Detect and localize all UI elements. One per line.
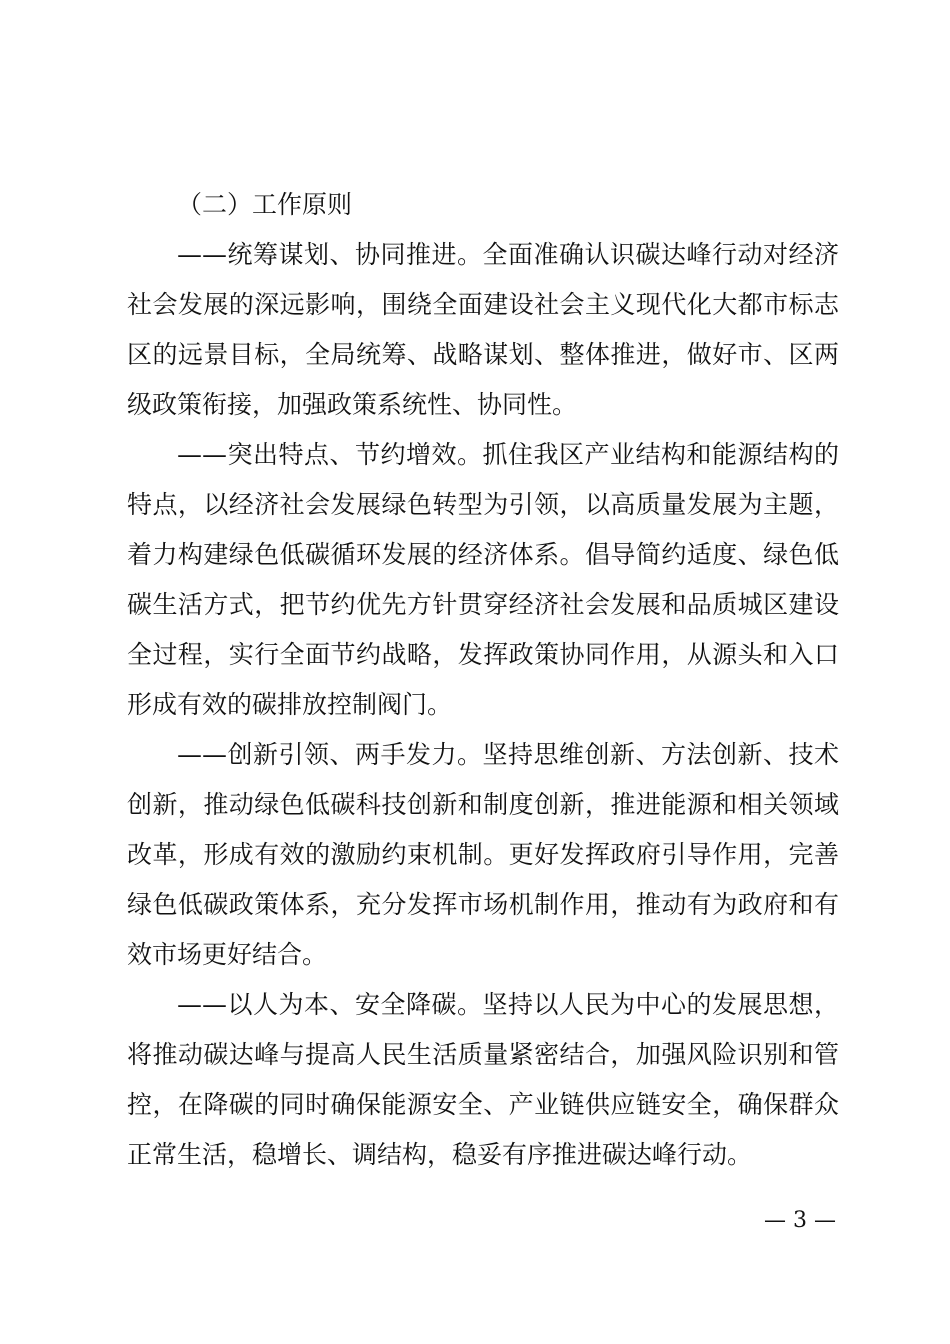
principle-paragraph-2: ——突出特点、节约增效。抓住我区产业结构和能源结构的特点，以经济社会发展绿色转型为引领，以高质量发展为主题，着力构建绿色低碳循环发展的经济体系。倡导简约适度、绿色低碳生活方式，把节约优先方针贯穿经济社会发展和品质城区建设全过程，实行全面节约战略，发挥政策协同作用，从源头和入口形成有效的碳排放控制阀门。 — [127, 440, 839, 719]
principle-paragraph-3: ——创新引领、两手发力。坚持思维创新、方法创新、技术创新，推动绿色低碳科技创新和制度创新，推进能源和相关领域改革，形成有效的激励约束机制。更好发挥政府引导作用，完善绿色低碳政策体系，充分发挥市场机制作用，推动有为政府和有效市场更好结合。 — [127, 740, 839, 969]
principle-paragraph-4: ——以人为本、安全降碳。坚持以人民为中心的发展思想，将推动碳达峰与提高人民生活质量紧密结合，加强风险识别和管控，在降碳的同时确保能源安全、产业链供应链安全，确保群众正常生活，稳增长、调结构，稳妥有序推进碳达峰行动。 — [127, 990, 839, 1169]
document-body — [127, 180, 839, 1180]
page-number: — 3 — — [764, 1208, 836, 1233]
section-heading: （二）工作原则 — [177, 190, 353, 219]
principle-paragraph-1: ——统筹谋划、协同推进。全面准确认识碳达峰行动对经济社会发展的深远影响，围绕全面建设社会主义现代化大都市标志区的远景目标，全局统筹、战略谋划、整体推进，做好市、区两级政策衔接，加强政策系统性、协同性。 — [127, 240, 839, 419]
